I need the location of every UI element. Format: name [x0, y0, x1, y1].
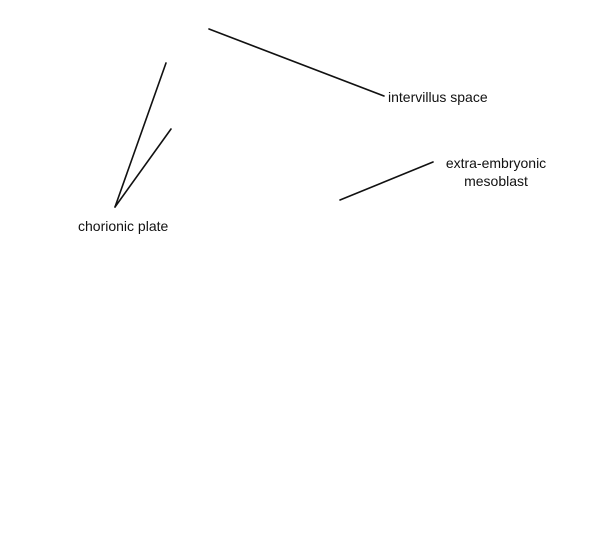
chorionic-plate-leader-line-lower [115, 129, 171, 207]
extra-embryonic-mesoblast-text-line1: extra-embryonic [445, 155, 547, 171]
extra-embryonic-mesoblast-text-line2: mesoblast [464, 173, 528, 189]
extra-embryonic-mesoblast-leader-line [340, 162, 433, 200]
chorionic-plate-label [78, 217, 168, 235]
intervillus-space-text: intervillus space [388, 89, 488, 105]
intervillus-space-label [388, 88, 488, 106]
extra-embryonic-mesoblast-label [434, 154, 558, 190]
chorionic-plate-leader-line-upper [115, 63, 166, 207]
intervillus-space-leader-line [209, 29, 384, 96]
chorionic-plate-text: chorionic plate [78, 218, 169, 234]
